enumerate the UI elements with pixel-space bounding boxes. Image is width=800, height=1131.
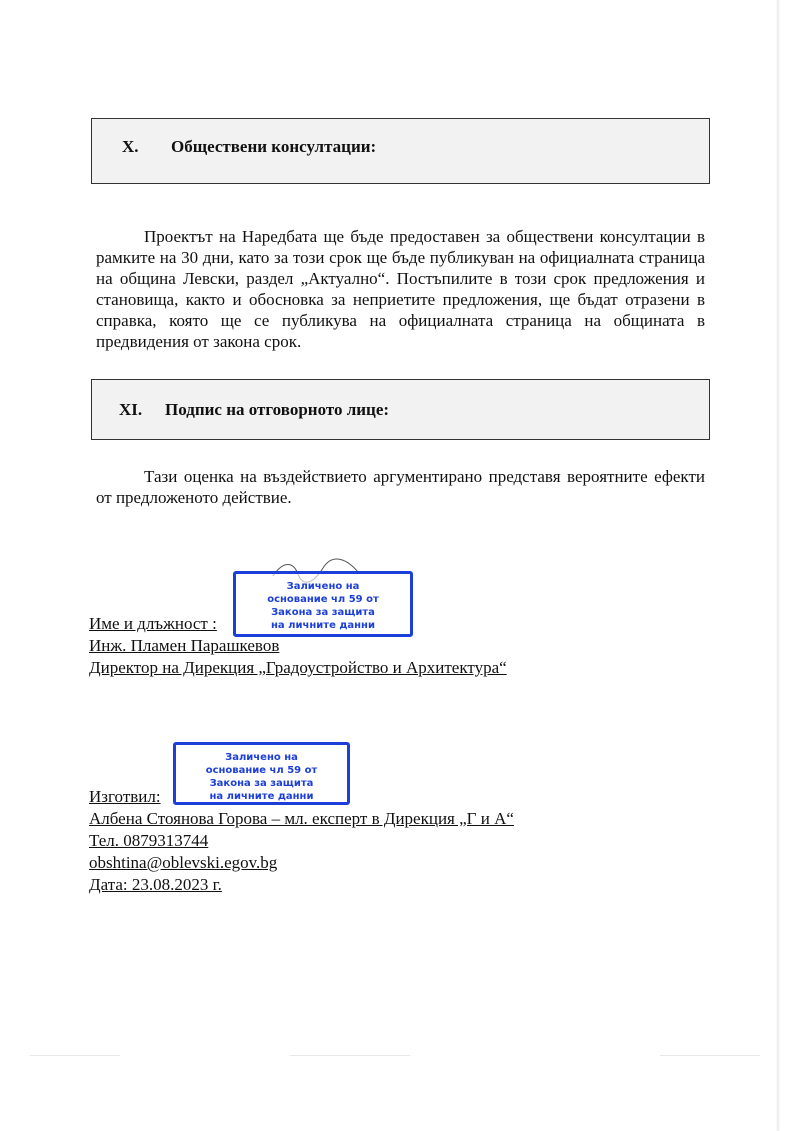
section-title: Подпис на отговорното лице: [165,400,390,419]
stamp-line: Закона за защита [271,607,375,618]
redaction-stamp [173,742,350,805]
section-number: X. [122,137,139,156]
assessment-paragraph: Тази оценка на въздействието аргументирано представя вероятните ефекти от предложеното действие. [96,467,705,507]
redaction-stamp [233,571,413,637]
scan-artifact [660,1055,760,1056]
section-title: Обществени консултации: [171,137,377,156]
section-signature-box [91,379,710,440]
responsible-name: Инж. Пламен Парашкевов [89,636,280,655]
section-consultations-box [91,118,710,184]
stamp-line: Заличено на [286,581,360,592]
scan-artifact [290,1055,410,1056]
prepared-by-email[interactable]: obshtina@oblevski.egov.bg [89,853,278,872]
stamp-line: основание чл 59 от [205,765,318,776]
prepared-by-phone: Тел. 0879313744 [89,831,209,850]
stamp-line: основание чл 59 от [267,594,379,605]
stamp-line: Закона за защита [209,778,314,789]
stamp-line: на личните данни [209,791,314,802]
stamp-line: Заличено на [225,752,298,763]
scan-artifact [30,1055,120,1056]
responsible-label: Име и длъжност : [89,614,217,633]
prepared-by-label: Изготвил: [89,787,161,806]
responsible-position: Директор на Дирекция „Градоустройство и Архитектура“ [89,658,507,677]
prepared-by-name: Албена Стоянова Горова – мл. експерт в Дирекция „Г и А“ [89,809,514,828]
stamp-line: на личните данни [271,620,375,631]
prepared-by-date: Дата: 23.08.2023 г. [89,875,222,894]
consultations-paragraph: Проектът на Наредбата ще бъде предоставен за обществени консултации в рамките на 30 дни, като за този срок ще бъде публикуван на официалната страница на община Левски, раздел „Актуално“. Постъпилите в този срок предложения и становища, както и обосновка за неприетите предложения, ще бъдат отразени в справка, която ще се публикува на официалната страница на общината в предвидения от закона срок. [96,227,705,351]
section-number: XI. [119,400,143,419]
scan-edge [776,0,780,1131]
